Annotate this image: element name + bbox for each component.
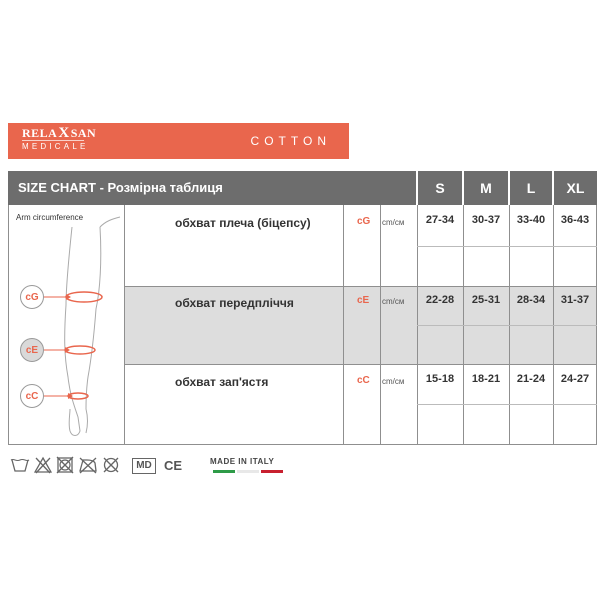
size-value: 24-27 [560,373,590,385]
row-label-wrist: обхват зап'ястя [175,375,269,389]
made-in-italy-label: MADE IN ITALY [210,457,275,466]
brand-subtitle: MEDICALE [22,142,89,151]
arm-caption: Arm circumference [16,213,84,222]
brand-logo [22,126,96,152]
size-header-s: S [418,171,462,205]
cg-marker: cG [20,285,44,309]
size-value: 30-37 [471,214,501,226]
italy-flag-green [213,470,235,473]
size-header-xl: XL [554,171,597,205]
grid-line [124,205,125,445]
brand-name [22,126,96,140]
row-unit: cm/см [382,377,405,386]
grid-line [343,205,344,445]
no-bleach-icon [34,456,52,474]
no-iron-icon [78,456,98,474]
grid-line [417,404,597,405]
row-code-cc: cC [357,375,370,386]
size-chart [8,171,597,445]
size-value: 31-37 [560,294,590,306]
ce-mark: CE [164,458,183,473]
size-value: 25-31 [471,294,501,306]
medical-device-badge: MD [132,458,156,474]
row-unit: cm/см [382,297,405,306]
chart-title: SIZE CHART - Розмірна таблиця [8,171,416,205]
row-unit: cm/см [382,218,405,227]
size-value: 28-34 [516,294,546,306]
grid-line [380,205,381,445]
brand-banner [8,123,349,159]
row-label-forearm: обхват передпліччя [175,296,294,310]
product-name: COTTON [250,134,331,148]
size-value: 21-24 [516,373,546,385]
size-value: 15-18 [425,373,455,385]
italy-flag-red [261,470,283,473]
size-value: 22-28 [425,294,455,306]
no-tumble-dry-icon [56,456,74,474]
grid-line [124,286,597,287]
grid-line [124,364,597,365]
row-code-ce: cE [357,295,370,306]
size-value: 18-21 [471,373,501,385]
wash-30-icon [10,456,30,474]
ce-marker: cE [20,338,44,362]
brand-name-right: SAN [70,126,97,140]
brand-name-left: RELA [22,126,58,140]
no-dry-clean-icon [102,456,120,474]
row-code-cg: cG [357,216,371,227]
arm-diagram-panel [8,205,124,445]
size-value: 33-40 [516,214,546,226]
brand-name-x: X [58,125,70,141]
size-value: 27-34 [425,214,455,226]
size-value: 36-43 [560,214,590,226]
italy-flag-white [237,470,259,473]
cc-marker: cC [20,384,44,408]
grid-line [417,325,597,326]
row-label-biceps: обхват плеча (біцепсу) [175,216,311,230]
size-header-l: L [510,171,552,205]
grid-line [417,246,597,247]
arm-illustration [8,205,124,445]
size-header-m: M [464,171,508,205]
care-footer [8,456,308,480]
